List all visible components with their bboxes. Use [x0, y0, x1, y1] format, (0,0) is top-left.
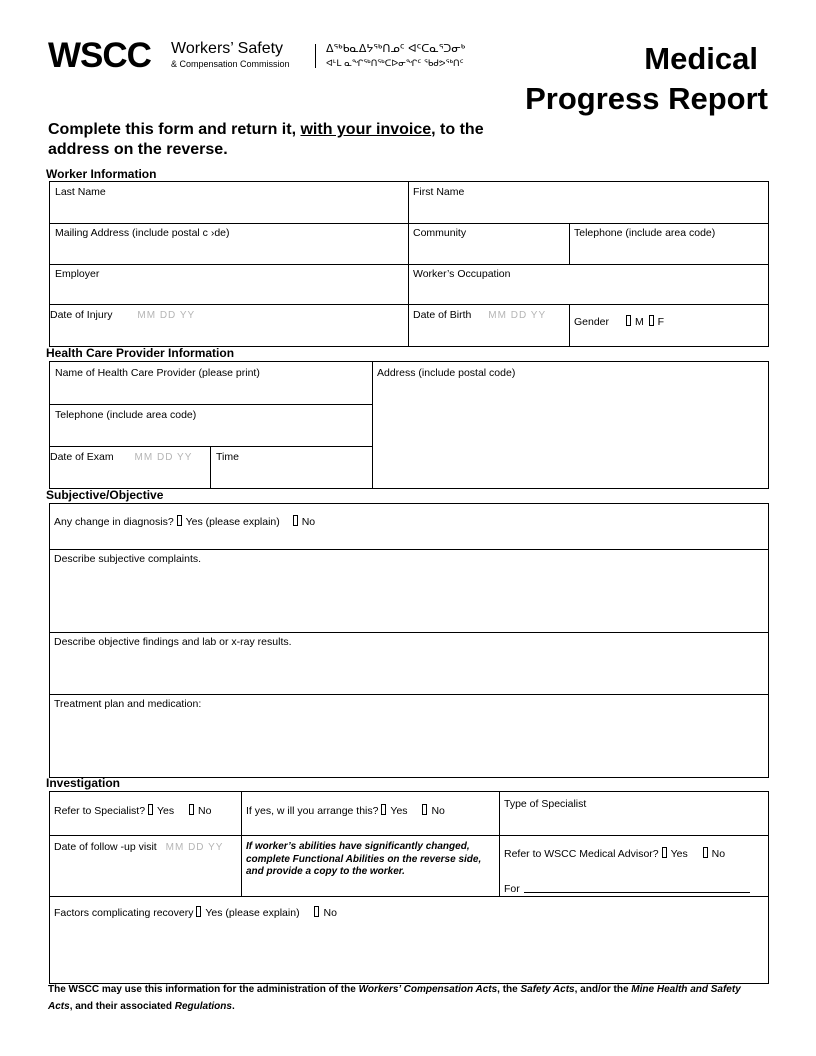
divider [50, 264, 768, 265]
first-name-label: First Name [413, 186, 465, 198]
date-of-exam-field[interactable] [50, 451, 192, 464]
subjective-heading: Subjective/Objective [46, 488, 164, 502]
refer-advisor-question: Refer to WSCC Medical Advisor? [504, 848, 659, 860]
last-name-label: Last Name [55, 186, 106, 198]
refer-advisor-yes-label: Yes [670, 848, 688, 860]
date-of-injury-hint: MM DD YY [137, 310, 196, 321]
provider-info-box [49, 361, 769, 489]
followup-date-field[interactable] [54, 841, 223, 854]
logo-name-line2: & Compensation Commission [171, 59, 290, 69]
divider [210, 446, 211, 488]
refer-specialist-yes-label: Yes [156, 805, 175, 817]
arrange-no-checkbox[interactable] [422, 804, 427, 815]
employer-label: Employer [55, 268, 100, 280]
divider [50, 304, 768, 305]
footer-text-3: , and/or the [574, 984, 629, 995]
community-label: Community [413, 227, 467, 239]
date-of-exam-label: Date of Exam [50, 451, 114, 463]
instructions-invoice: with your invoice [300, 121, 432, 138]
date-of-injury-label: Date of Injury [50, 309, 113, 321]
form-title-line2: Progress Report [525, 81, 768, 116]
footer-regulations: Regulations [174, 1001, 232, 1012]
provider-info-heading: Health Care Provider Information [46, 346, 235, 360]
community-field[interactable] [413, 227, 466, 240]
complicating-factors-question: Factors complicating recovery [54, 907, 194, 919]
divider [408, 182, 409, 346]
arrange-question: If yes, w ill you arrange this? [246, 805, 379, 817]
complicating-factors-row [54, 906, 337, 920]
advisor-for-blank[interactable] [524, 883, 750, 893]
diagnosis-no-label: No [301, 516, 316, 528]
divider [499, 792, 500, 896]
refer-advisor-row [504, 847, 725, 861]
mailing-address-label: Mailing Address (include postal c ›de) [55, 227, 230, 239]
divider [569, 223, 570, 264]
advisor-for-label: For [504, 883, 520, 895]
gender-m-checkbox[interactable] [626, 315, 631, 326]
instructions-part1: Complete this form and return it, [48, 121, 297, 138]
gender-f-label: F [657, 316, 665, 328]
objective-findings-field[interactable] [54, 636, 292, 649]
footer-text-5: . [231, 1001, 235, 1012]
diagnosis-yes-label: Yes (please explain) [185, 516, 280, 528]
worker-info-box [49, 181, 769, 347]
diagnosis-change-row [54, 515, 315, 529]
footer-act-mine: Mine Health and Safety Acts [48, 984, 741, 1012]
logo-name-line1: Workers’ Safety [171, 40, 284, 57]
followup-date-hint: MM DD YY [165, 842, 224, 853]
arrange-yes-checkbox[interactable] [381, 804, 386, 815]
divider [50, 404, 372, 405]
footer-act-safety: Safety Acts [520, 984, 575, 995]
objective-findings-label: Describe objective findings and lab or x-ray results. [54, 636, 292, 648]
employer-field[interactable] [55, 268, 99, 281]
form-title-line1: Medical [644, 41, 758, 76]
divider [569, 304, 570, 346]
divider [241, 792, 242, 896]
logo-syllabics-line2: ᐊᒻᒪ ᓇᖏᖅᑎᖅᑕᐅᓂᖏᑦ ᖃᑯᕗᖅᑎᑦ [326, 59, 464, 69]
refer-specialist-no-checkbox[interactable] [189, 804, 194, 815]
divider [372, 362, 373, 488]
footer-text-2: , the [497, 984, 518, 995]
date-of-birth-label: Date of Birth [413, 309, 472, 321]
subjective-complaints-label: Describe subjective complaints. [54, 553, 202, 565]
divider [50, 694, 768, 695]
exam-time-field[interactable] [216, 451, 239, 464]
date-of-injury-field[interactable] [50, 309, 195, 322]
worker-info-heading: Worker Information [46, 167, 157, 181]
treatment-plan-label: Treatment plan and medication: [54, 698, 202, 710]
footer-text-1: The WSCC may use this information for the administration of the [48, 984, 356, 995]
footer-act-compensation: Workers’ Compensation Acts [358, 984, 498, 995]
refer-advisor-yes-checkbox[interactable] [662, 847, 667, 858]
mailing-address-field[interactable] [55, 227, 230, 240]
privacy-footer [48, 981, 760, 1015]
exam-time-label: Time [216, 451, 239, 463]
footer-text-4: , and their associated [69, 1001, 172, 1012]
logo-syllabics-line1: ᐃᖅᑲᓇᐃᔭᖅᑎᓄᑦ ᐊᑦᑕᓇᕐᑐᓂᒃ [326, 42, 466, 55]
divider [50, 896, 768, 897]
followup-date-label: Date of follow -up visit [54, 841, 157, 853]
provider-address-field[interactable] [377, 367, 515, 380]
instructions-part3: , to the address on the reverse. [48, 121, 484, 158]
date-of-birth-field[interactable] [413, 309, 546, 322]
subjective-complaints-field[interactable] [54, 553, 201, 566]
provider-telephone-field[interactable] [55, 409, 196, 422]
complicating-factors-yes-label: Yes (please explain) [205, 907, 300, 919]
refer-specialist-no-label: No [198, 805, 212, 817]
gender-m-label: M [634, 316, 644, 328]
treatment-plan-field[interactable] [54, 698, 201, 711]
diagnosis-no-checkbox[interactable] [293, 515, 298, 526]
divider [50, 446, 372, 447]
complicating-factors-yes-checkbox[interactable] [196, 906, 201, 917]
divider [50, 549, 768, 550]
arrange-yes-label: Yes [390, 805, 408, 817]
date-of-exam-hint: MM DD YY [134, 452, 193, 463]
refer-specialist-row [54, 804, 211, 818]
occupation-label: Worker’s Occupation [413, 268, 511, 280]
advisor-for-field[interactable] [504, 883, 750, 896]
refer-specialist-question: Refer to Specialist? [54, 805, 146, 817]
investigation-heading: Investigation [46, 776, 121, 790]
complicating-factors-no-label: No [323, 907, 337, 919]
worker-telephone-label: Telephone (include area code) [574, 227, 716, 239]
worker-telephone-field[interactable] [574, 227, 715, 240]
gender-f-checkbox[interactable] [649, 315, 654, 326]
functional-abilities-note: If worker’s abilities have significantly changed, complete Functional Abilities on the reverse side, and provide a copy to the worker. [246, 841, 482, 877]
provider-name-label: Name of Health Care Provider (please print) [55, 367, 260, 379]
arrange-row [246, 804, 445, 818]
arrange-no-label: No [431, 805, 445, 817]
diagnosis-change-question: Any change in diagnosis? [54, 516, 174, 528]
divider [50, 632, 768, 633]
refer-advisor-no-label: No [711, 848, 726, 860]
occupation-field[interactable] [413, 268, 510, 281]
divider [50, 835, 768, 836]
date-of-birth-hint: MM DD YY [488, 310, 547, 321]
form-instructions [48, 120, 488, 160]
wscc-logo-mark: WSCC [48, 36, 151, 75]
complicating-factors-no-checkbox[interactable] [314, 906, 319, 917]
refer-specialist-yes-checkbox[interactable] [148, 804, 153, 815]
diagnosis-yes-checkbox[interactable] [177, 515, 182, 526]
provider-telephone-label: Telephone (include area code) [55, 409, 197, 421]
type-of-specialist-field[interactable] [504, 798, 586, 811]
type-of-specialist-label: Type of Specialist [504, 798, 587, 810]
gender-field [574, 315, 664, 329]
first-name-field[interactable] [413, 186, 464, 199]
provider-address-label: Address (include postal code) [377, 367, 516, 379]
subjective-box [49, 503, 769, 778]
logo-divider [315, 44, 316, 68]
divider [50, 223, 768, 224]
refer-advisor-no-checkbox[interactable] [703, 847, 708, 858]
gender-label: Gender [574, 316, 610, 328]
investigation-box [49, 791, 769, 984]
last-name-field[interactable] [55, 186, 106, 199]
provider-name-field[interactable] [55, 367, 260, 380]
